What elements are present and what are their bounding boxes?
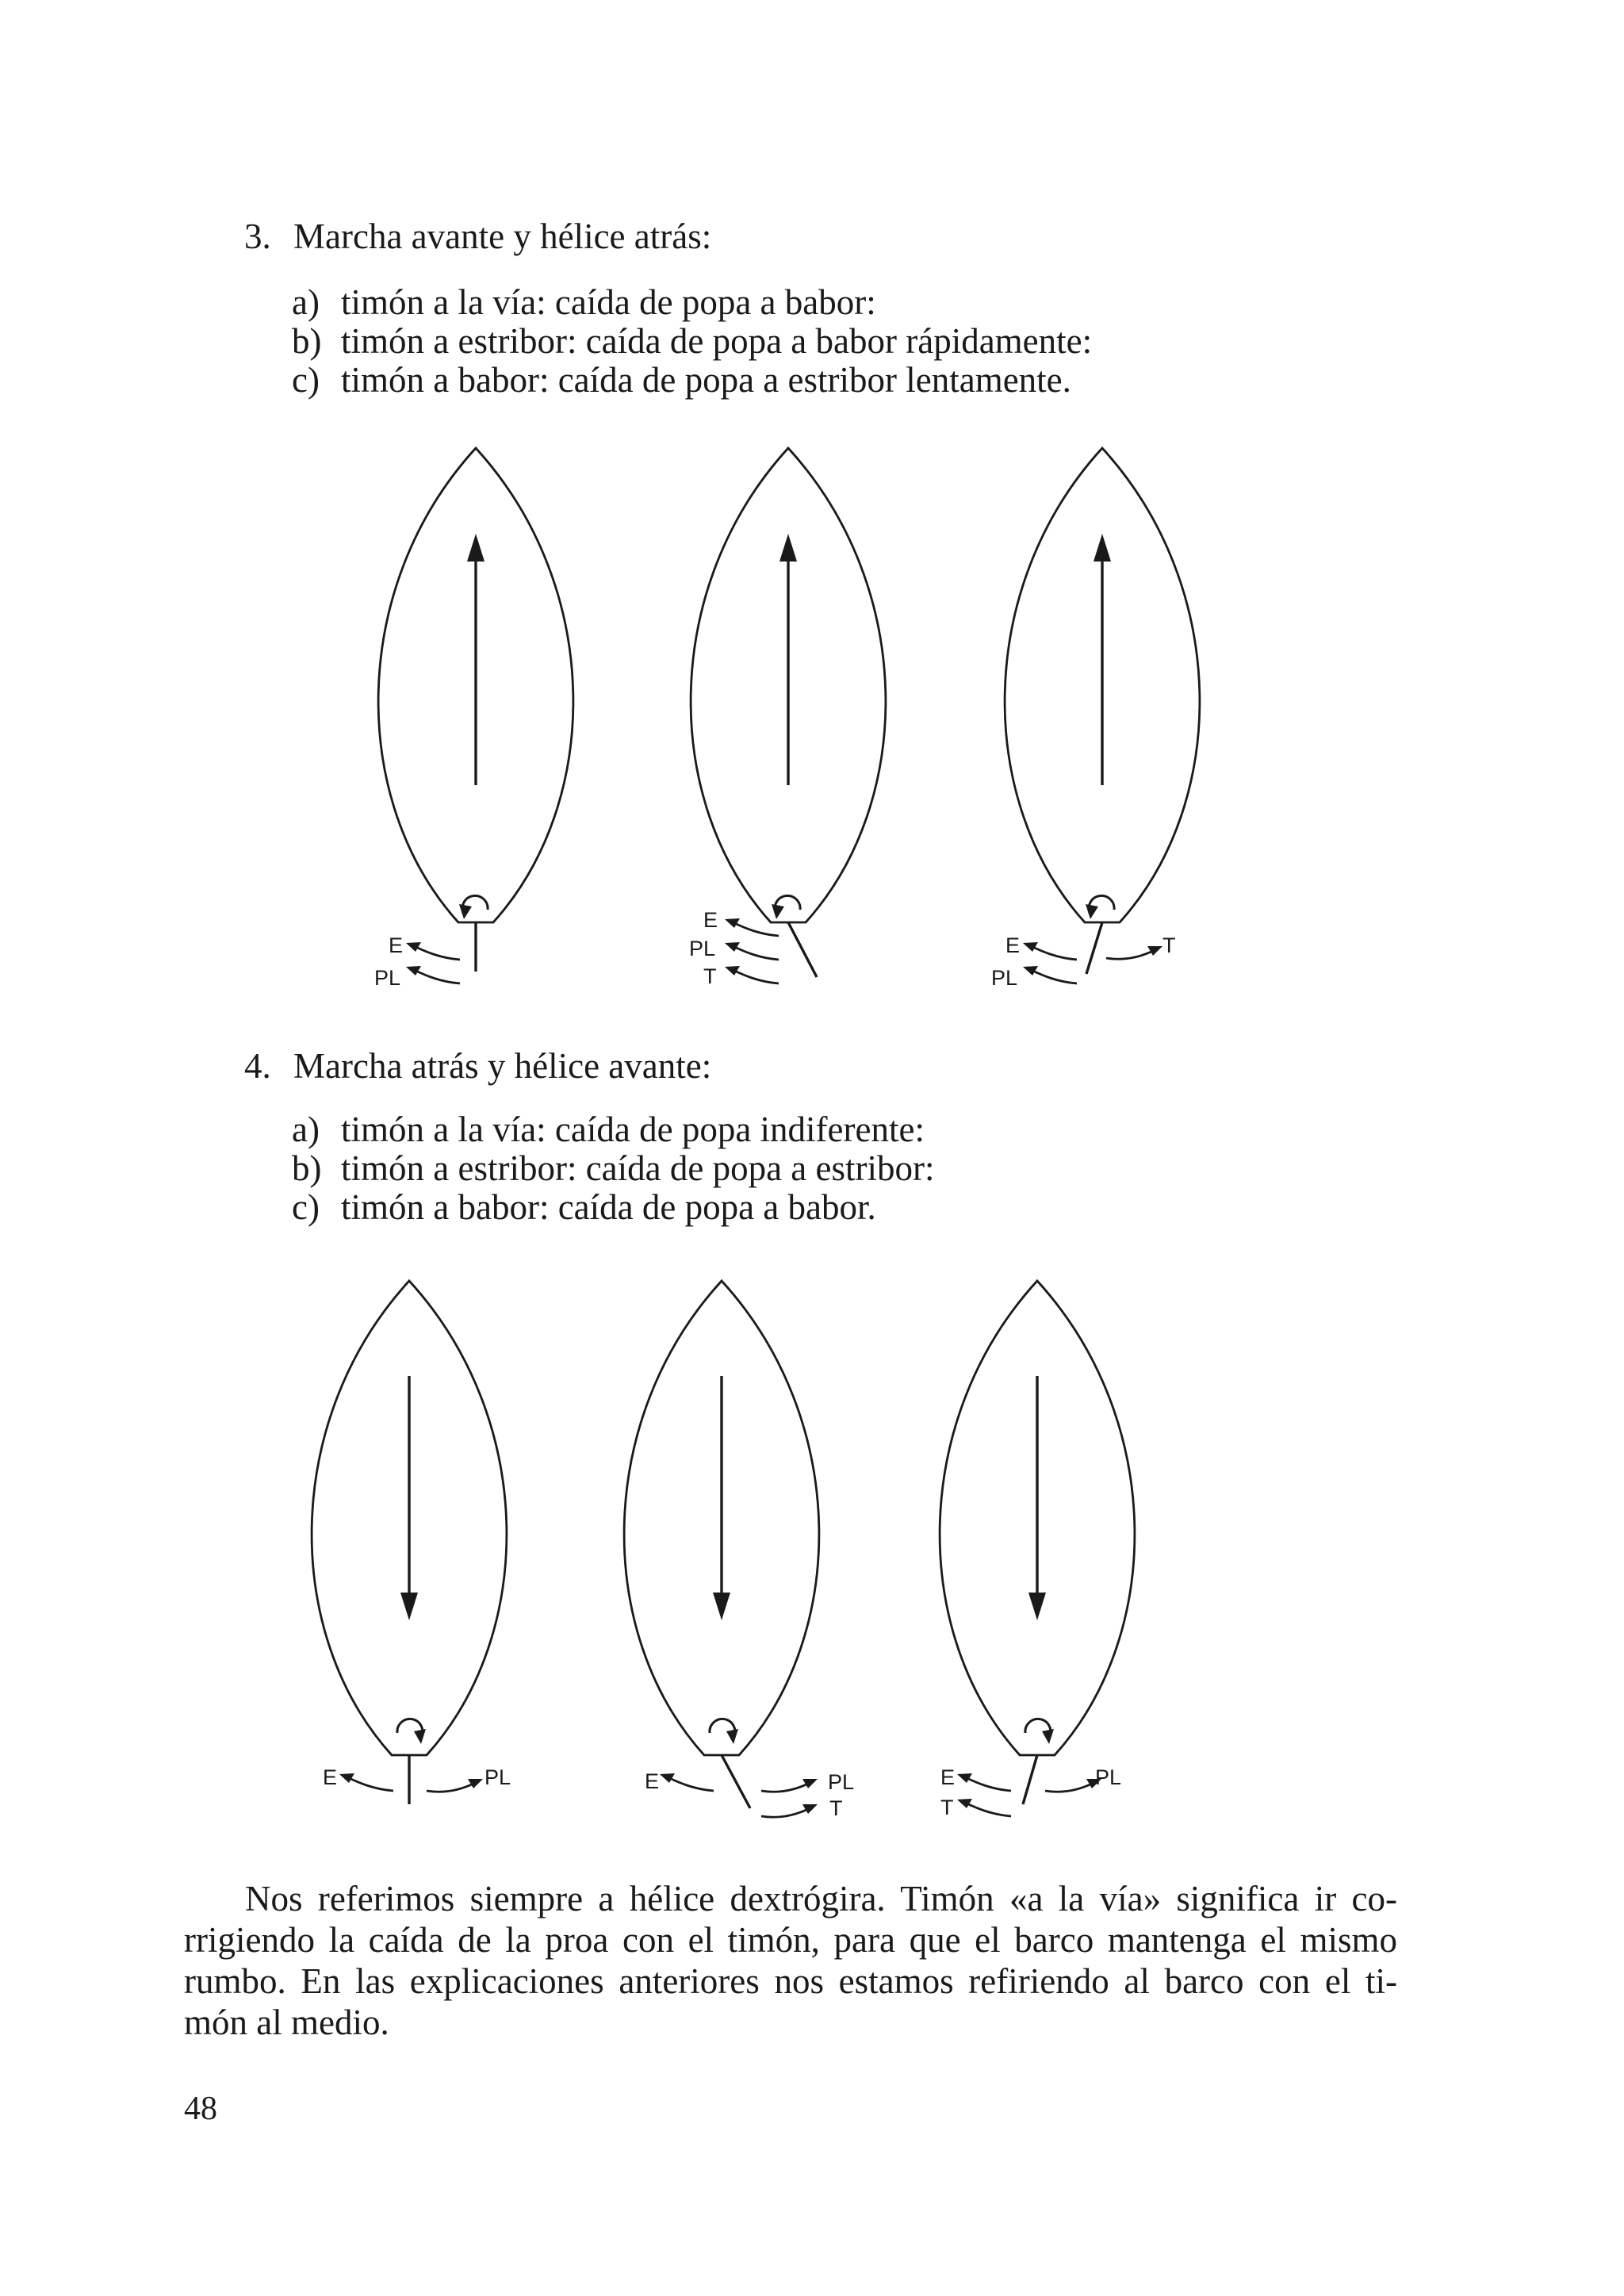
- force-arrow-e: [414, 946, 460, 960]
- item-letter: c): [292, 360, 320, 400]
- label-e: E: [940, 1765, 956, 1789]
- label-pl: PL: [828, 1770, 855, 1794]
- list-item: [292, 361, 1092, 400]
- course-arrowhead: [400, 1593, 418, 1620]
- course-arrowhead: [713, 1593, 730, 1620]
- force-arrow-pl: [761, 1783, 810, 1792]
- course-arrowhead: [779, 534, 797, 562]
- label-pl: PL: [374, 966, 401, 990]
- force-arrow-pl: [733, 946, 779, 960]
- course-arrowhead: [1028, 1593, 1046, 1620]
- label-e: E: [389, 933, 404, 957]
- label-t: T: [940, 1796, 954, 1819]
- item-text: timón a la vía: caída de popa a babor:: [341, 282, 876, 322]
- item-text: timón a babor: caída de popa a estribor lentamente.: [341, 360, 1071, 400]
- paragraph-line: món al medio.: [184, 2003, 389, 2042]
- force-arrow-t: [1106, 950, 1155, 959]
- force-arrow-t: [761, 1808, 810, 1817]
- force-arrow-e: [733, 922, 779, 936]
- list-item: [292, 1188, 935, 1227]
- item-letter: c): [292, 1187, 320, 1227]
- label-t: T: [703, 964, 717, 988]
- force-arrow-pl: [414, 970, 460, 983]
- force-arrow-t: [733, 970, 779, 983]
- course-arrowhead: [467, 534, 485, 562]
- label-pl: PL: [689, 937, 716, 960]
- rudder: [1086, 922, 1102, 974]
- item-text: timón a estribor: caída de popa a babor rápidamente:: [341, 321, 1093, 361]
- section-4-title: Marcha atrás y hélice avante:: [293, 1046, 712, 1086]
- list-item: [292, 283, 1092, 322]
- paragraph-line: rumbo. En las explicaciones anteriores nos estamos refiriendo al barco con el ti-: [184, 1961, 1397, 2001]
- item-text: timón a babor: caída de popa a babor.: [341, 1187, 876, 1227]
- course-arrowhead: [1094, 534, 1111, 562]
- item-letter: a): [292, 282, 320, 322]
- label-pl: PL: [485, 1765, 511, 1789]
- section-4-items: [292, 1110, 935, 1227]
- list-item: [292, 1149, 935, 1188]
- section-3-number: 3.: [244, 217, 271, 256]
- item-text: timón a la vía: caída de popa indiferente:: [341, 1110, 925, 1149]
- label-e: E: [1005, 933, 1021, 957]
- force-arrow-pl: [1045, 1783, 1094, 1792]
- force-arrow-e: [965, 1777, 1011, 1791]
- force-arrow-pl: [427, 1783, 475, 1792]
- label-e: E: [323, 1765, 338, 1789]
- section-3-heading: [244, 216, 711, 257]
- boat-4b: [624, 1281, 819, 1817]
- section-4-diagram: [0, 1269, 1624, 1824]
- item-text: timón a estribor: caída de popa a estribor:: [341, 1148, 935, 1188]
- list-item: [292, 1110, 935, 1149]
- section-3-diagram: [0, 428, 1624, 999]
- explanatory-paragraph: [184, 1878, 1397, 2043]
- rudder: [1023, 1755, 1037, 1804]
- section-3-items: [292, 283, 1092, 400]
- force-arrow-e: [347, 1777, 393, 1791]
- section-3-title: Marcha avante y hélice atrás:: [293, 217, 712, 256]
- boat-3c: [1005, 448, 1200, 983]
- item-letter: b): [292, 1148, 322, 1188]
- rudder: [788, 922, 817, 977]
- section-4-boat-figures: [0, 1269, 1624, 1824]
- paragraph-line: rrigiendo la caída de la proa con el timón, para que el barco mantenga el mismo: [184, 1920, 1397, 1960]
- force-arrow-e: [1031, 946, 1077, 960]
- label-pl: PL: [991, 966, 1018, 990]
- section-3-boat-figures: [0, 428, 1624, 999]
- force-arrow-pl: [1031, 970, 1077, 983]
- label-t: T: [829, 1796, 843, 1820]
- item-letter: b): [292, 321, 322, 361]
- label-e: E: [645, 1769, 660, 1793]
- rudder: [722, 1755, 750, 1808]
- boat-3a: [378, 448, 573, 983]
- label-t: T: [1162, 933, 1176, 957]
- label-pl: PL: [1095, 1765, 1122, 1789]
- force-arrow-e: [668, 1777, 714, 1791]
- force-arrow-t: [965, 1803, 1011, 1816]
- page-number: 48: [184, 2091, 217, 2127]
- item-letter: a): [292, 1110, 320, 1149]
- list-item: [292, 322, 1092, 361]
- boat-3b: [691, 448, 886, 983]
- section-4-number: 4.: [244, 1046, 271, 1086]
- paragraph-line: Nos referimos siempre a hélice dextrógira. Timón «a la vía» significa ir co-: [245, 1879, 1397, 1918]
- label-e: E: [703, 908, 718, 932]
- boat-4a: [312, 1281, 507, 1804]
- section-4-heading: [244, 1045, 711, 1087]
- boat-4c: [940, 1281, 1135, 1816]
